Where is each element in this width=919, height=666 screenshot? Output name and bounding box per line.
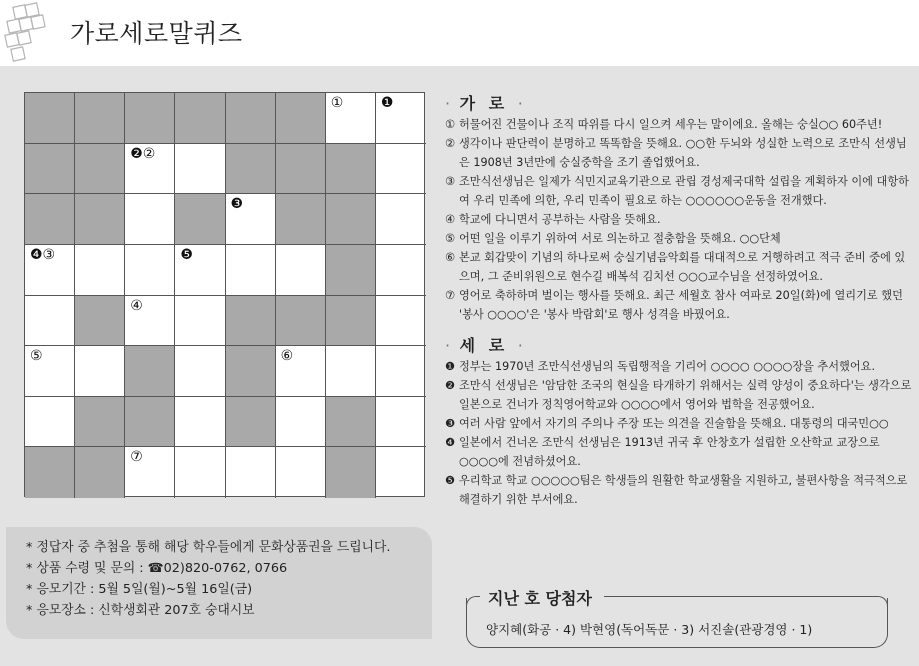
grid-cell[interactable] [25, 296, 75, 347]
clue-number: ② [445, 137, 456, 150]
clues-section [445, 94, 913, 509]
grid-cell-blocked [226, 296, 276, 347]
grid-cell-blocked [25, 447, 75, 498]
info-line: * 상품 수령 및 문의 : ☎02)820-0762, 0766 [26, 561, 288, 576]
grid-cell-blocked [326, 194, 376, 245]
grid-cell-blocked [125, 93, 175, 144]
grid-cell[interactable] [276, 245, 326, 296]
grid-cell[interactable] [25, 397, 75, 448]
grid-cell[interactable] [125, 245, 175, 296]
grid-cell[interactable] [75, 346, 125, 397]
grid-cell-blocked [75, 144, 125, 195]
grid-cell-blocked [326, 245, 376, 296]
grid-cell[interactable] [326, 346, 376, 397]
down-clue [445, 357, 913, 376]
grid-cell-blocked [226, 346, 276, 397]
cell-number: ⑥ [280, 348, 294, 365]
grid-cell[interactable] [376, 296, 426, 347]
clue-text: 영어로 축하하며 벌이는 행사를 뜻해요. 최근 세월호 참사 여파로 20일(화)에 열리기로 했던 '봉사 ○○○○'은 '봉사 박람회'로 행사 성격을 바꿨어요. [459, 289, 903, 321]
grid-cell-blocked [75, 194, 125, 245]
clue-text: 정부는 1970년 조만식선생님의 독립행적을 기리어 ○○○○ ○○○○장을 추서했어요. [459, 360, 876, 373]
grid-cell-blocked [75, 296, 125, 347]
grid-cell-blocked [25, 144, 75, 195]
grid-cell[interactable] [376, 397, 426, 448]
down-clue [445, 433, 913, 471]
clue-text: 여러 사람 앞에서 자기의 주의나 주장 또는 의견을 진술함을 뜻해요. 대통령의 대국민○○ [459, 417, 889, 430]
grid-cell[interactable] [376, 447, 426, 498]
across-clue [445, 210, 913, 229]
across-clue [445, 286, 913, 324]
grid-cell[interactable] [175, 397, 225, 448]
grid-cell-blocked [276, 194, 326, 245]
info-box [6, 527, 432, 639]
grid-cell-blocked [125, 397, 175, 448]
clue-number: ③ [445, 175, 456, 188]
across-clue [445, 229, 913, 248]
cell-number: ❶ [380, 95, 394, 111]
clue-text: 생각이나 판단력이 분명하고 똑똑함을 뜻해요. ○○한 두뇌와 성실한 노력으로 조만식 선생님은 1908년 3년만에 숭실중학을 조기 졸업했어요. [459, 137, 907, 169]
grid-cell[interactable] [376, 194, 426, 245]
grid-cell[interactable] [226, 245, 276, 296]
grid-cell[interactable] [376, 245, 426, 296]
grid-cell-blocked [326, 447, 376, 498]
across-clues [445, 115, 913, 324]
grid-cell-blocked [326, 144, 376, 195]
clue-text: 조만식선생님은 일제가 식민지교육기관으로 관립 경성제국대학 설립을 계획하자 이에 대항하여 우리 민족에 의한, 우리 민족이 필요로 하는 ○○○○○○운동을 전개했다. [459, 175, 909, 207]
page-header [0, 0, 919, 66]
clue-text: 일본에서 건너온 조만식 선생님은 1913년 귀국 후 안창호가 설립한 오산학교 교장으로 ○○○○에 전념하셨어요. [459, 436, 880, 468]
cell-number: ❷② [130, 145, 156, 162]
crossword-grid [24, 92, 425, 497]
grid-cell-blocked [326, 296, 376, 347]
grid-cell[interactable] [175, 144, 225, 195]
clue-number: ④ [445, 213, 456, 226]
clue-number: ⑥ [445, 251, 456, 264]
down-clue [445, 414, 913, 433]
clue-number: ① [445, 118, 456, 131]
across-clue [445, 172, 913, 210]
grid-cell[interactable] [125, 144, 175, 195]
down-clue [445, 376, 913, 414]
grid-cell[interactable] [326, 93, 376, 144]
grid-cell-blocked [125, 346, 175, 397]
grid-cell-blocked [175, 194, 225, 245]
across-clue [445, 248, 913, 286]
clue-text: 학교에 다니면서 공부하는 사람을 뜻해요. [459, 213, 661, 226]
grid-cell[interactable] [175, 346, 225, 397]
cell-number: ① [330, 95, 344, 111]
grid-cell-blocked [175, 93, 225, 144]
grid-cell[interactable] [125, 447, 175, 498]
clue-number: ❸ [445, 417, 456, 430]
grid-cell[interactable] [175, 245, 225, 296]
grid-cell[interactable] [125, 194, 175, 245]
clue-text: 허물어진 건물이나 조직 따위를 다시 일으켜 세우는 말이에요. 올해는 숭실○○ 60주년! [459, 118, 883, 131]
grid-cell-blocked [276, 296, 326, 347]
clue-number: ❺ [445, 474, 456, 487]
across-heading: · 가 로 · [445, 94, 523, 113]
clue-text: 어떤 일을 이루기 위하여 서로 의논하고 절충함을 뜻해요. ○○단체 [459, 232, 781, 245]
clue-text: 본교 회갑맞이 기념의 하나로써 숭실기념음악회를 대대적으로 거행하려고 적극 준비 중에 있으며, 그 준비위원으로 현수길 배복석 김치선 ○○○교수님을 선정하였어요. [459, 251, 906, 283]
grid-cell[interactable] [25, 245, 75, 296]
across-clue [445, 115, 913, 134]
info-line: * 정답자 중 추첨을 통해 해당 학우들에게 문화상품권을 드립니다. [26, 540, 391, 555]
grid-cell-blocked [25, 194, 75, 245]
grid-cell-blocked [226, 397, 276, 448]
grid-cell[interactable] [226, 194, 276, 245]
cell-number: ❹③ [30, 246, 56, 263]
grid-cell[interactable] [376, 346, 426, 397]
clue-text: 조만식 선생님은 '암담한 조국의 현실을 타개하기 위해서는 실력 양성이 중요하다'는 생각으로 일본으로 건너가 정칙영어학교와 ○○○○에서 영어와 법학을 전공했어요. [459, 379, 912, 411]
grid-cell-blocked [75, 397, 125, 448]
grid-cell-blocked [226, 93, 276, 144]
down-clues [445, 357, 913, 509]
winners-title: 지난 호 당첨자 [488, 589, 592, 608]
grid-cell[interactable] [226, 447, 276, 498]
cell-number: ❸ [230, 196, 244, 213]
grid-cell-blocked [25, 93, 75, 144]
grid-cell[interactable] [276, 346, 326, 397]
grid-cell[interactable] [376, 144, 426, 195]
across-clue [445, 134, 913, 172]
grid-cell[interactable] [376, 93, 426, 144]
grid-cell-blocked [276, 93, 326, 144]
clue-text: 우리학교 학교 ○○○○○팀은 학생들의 원활한 학교생활을 지원하고, 불편사항을 적극적으로 해결하기 위한 부서에요. [459, 474, 908, 506]
crossword-logo-icon [4, 2, 58, 64]
clue-number: ❷ [445, 379, 456, 392]
down-clue [445, 471, 913, 509]
cell-number: ⑤ [30, 348, 43, 365]
clue-number: ❶ [445, 360, 456, 373]
clue-number: ❹ [445, 436, 456, 449]
grid-cell[interactable] [175, 447, 225, 498]
info-line: * 응모기간 : 5월 5일(월)~5월 16일(금) [26, 582, 253, 597]
grid-cell-blocked [75, 447, 125, 498]
grid-cell-blocked [326, 397, 376, 448]
grid-cell-blocked [276, 144, 326, 195]
grid-cell-blocked [75, 93, 125, 144]
grid-cell[interactable] [75, 245, 125, 296]
cell-number: ❺ [180, 246, 193, 263]
grid-cell-blocked [226, 144, 276, 195]
cell-number: ⑦ [130, 449, 143, 466]
grid-cell[interactable] [125, 296, 175, 347]
down-heading: · 세 로 · [445, 336, 523, 355]
grid-cell[interactable] [276, 397, 326, 448]
winners-names: 양지혜(화공 · 4) 박현영(독어독문 · 3) 서진솔(관광경영 · 1) [486, 622, 813, 637]
cell-number: ④ [130, 297, 143, 314]
grid-cell[interactable] [175, 296, 225, 347]
clue-number: ⑤ [445, 232, 456, 245]
clue-number: ⑦ [445, 289, 456, 302]
info-line: * 응모장소 : 신학생회관 207호 숭대시보 [26, 603, 255, 618]
grid-cell[interactable] [25, 346, 75, 397]
grid-cell[interactable] [276, 447, 326, 498]
page-title: 가로세로말퀴즈 [70, 19, 243, 48]
